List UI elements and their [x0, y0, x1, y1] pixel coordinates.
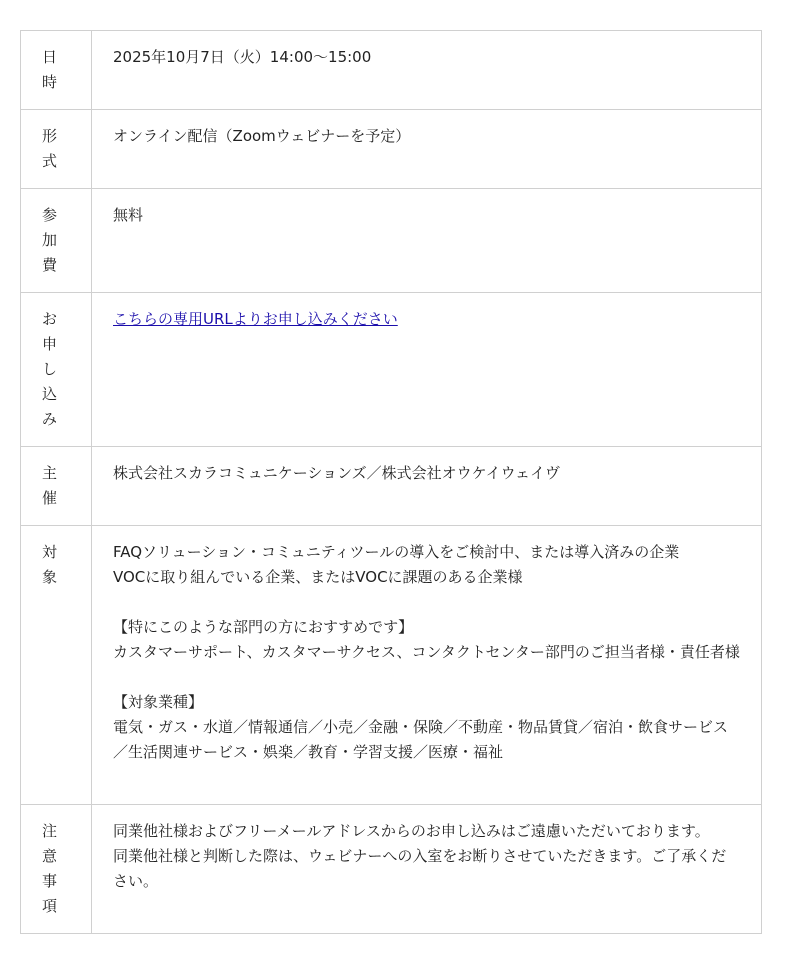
notes-label: 注意事項	[42, 822, 58, 915]
row-host	[21, 447, 762, 526]
industry-text: 電気・ガス・水道／情報通信／小売／金融・保険／不動産・物品賃貸／宿泊・飲食サービス／生活関連サービス・娯楽／教育・学習支援／医療・福祉	[113, 718, 729, 761]
row-fee	[21, 189, 762, 293]
label-cell	[21, 447, 92, 526]
dept-heading: 【特にこのような部門の方におすすめです】	[113, 618, 414, 636]
label-cell	[21, 110, 92, 189]
target-line-1: FAQソリューション・コミュニティツールの導入をご検討中、または導入済みの企業	[113, 543, 680, 561]
industry-heading: 【対象業種】	[113, 693, 204, 711]
apply-link[interactable]: こちらの専用URLよりお申し込みください	[113, 310, 398, 328]
row-notes	[21, 805, 762, 934]
notes-line-2: 同業他社様と判断した際は、ウェビナーへの入室をお断りさせていただきます。ご了承ください。	[113, 847, 727, 890]
value-cell	[92, 189, 762, 293]
label-cell	[21, 293, 92, 447]
label-cell	[21, 189, 92, 293]
event-info-table	[20, 30, 762, 934]
fee-value: 無料	[113, 206, 144, 224]
target-value	[92, 526, 761, 777]
value-cell	[92, 447, 762, 526]
value-cell	[92, 526, 762, 805]
notes-value	[92, 805, 761, 906]
value-cell	[92, 805, 762, 934]
row-datetime	[21, 31, 762, 110]
value-cell	[92, 293, 762, 447]
host-label: 主催	[42, 464, 58, 507]
target-label: 対象	[42, 543, 58, 586]
row-target	[21, 526, 762, 805]
spacer	[113, 665, 741, 690]
datetime-value: 2025年10月7日（火）14:00〜15:00	[113, 48, 372, 66]
apply-value	[92, 293, 761, 344]
format-label: 形式	[42, 127, 58, 170]
label-cell	[21, 31, 92, 110]
format-value: オンライン配信（Zoomウェビナーを予定）	[113, 127, 411, 145]
apply-label: お申し込み	[42, 310, 58, 428]
host-value: 株式会社スカラコミュニケーションズ／株式会社オウケイウェイヴ	[113, 464, 561, 482]
target-line-2: VOCに取り組んでいる企業、またはVOCに課題のある企業様	[113, 568, 523, 586]
value-cell	[92, 110, 762, 189]
fee-label: 参加費	[42, 206, 58, 274]
spacer	[113, 590, 741, 615]
value-cell	[92, 31, 762, 110]
datetime-label: 日時	[42, 48, 58, 91]
label-cell	[21, 526, 92, 805]
row-apply	[21, 293, 762, 447]
dept-text: カスタマーサポート、カスタマーサクセス、コンタクトセンター部門のご担当者様・責任者様	[113, 643, 740, 661]
row-format	[21, 110, 762, 189]
label-cell	[21, 805, 92, 934]
notes-line-1: 同業他社様およびフリーメールアドレスからのお申し込みはご遠慮いただいております。	[113, 822, 710, 840]
